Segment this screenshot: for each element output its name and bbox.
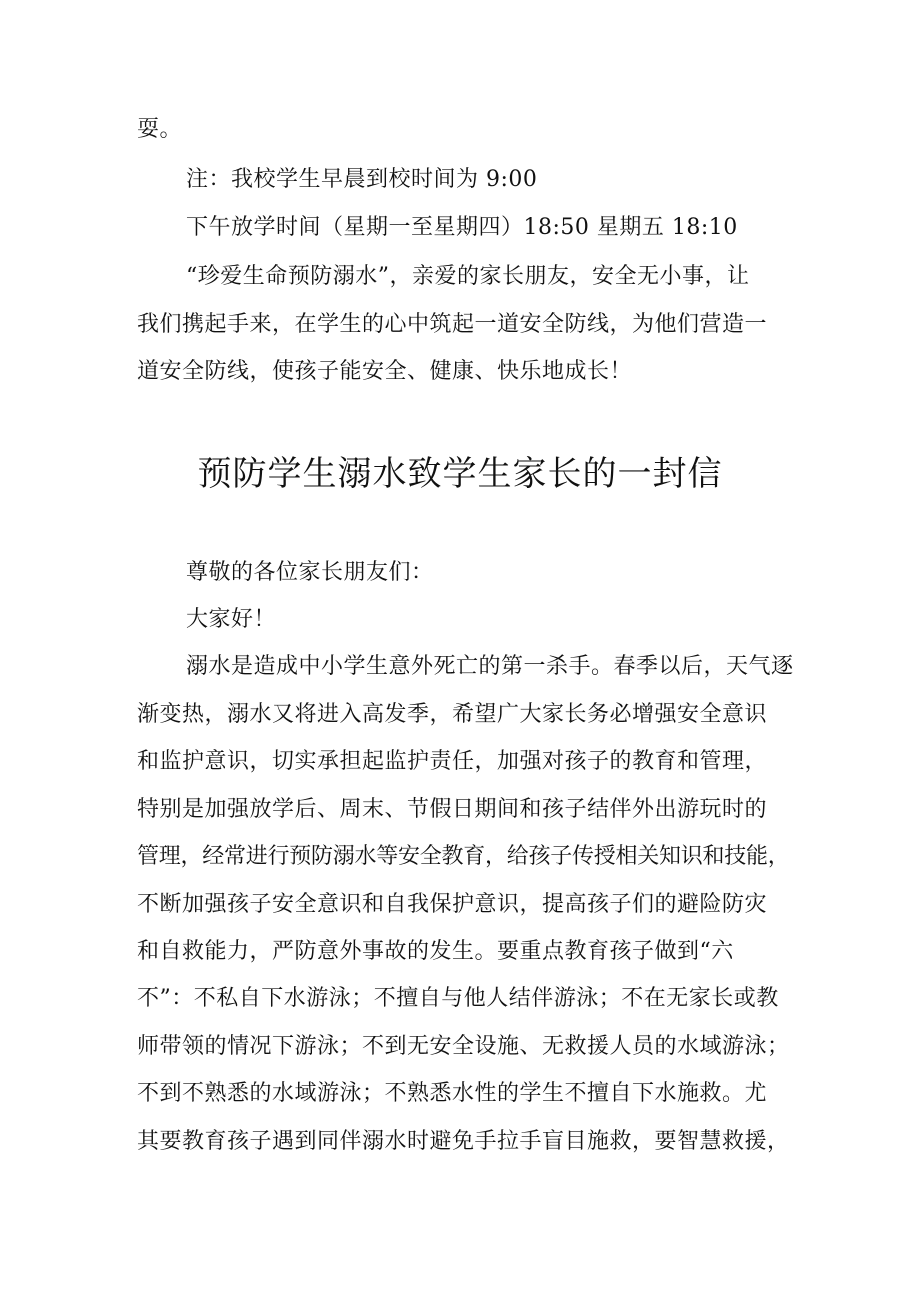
- body-line-3: 和监护意识，切实承担起监护责任，加强对孩子的教育和管理，: [137, 749, 768, 774]
- closing-line-1: “珍爱生命预防溺水”，亲爱的家长朋友，安全无小事，让: [186, 264, 750, 289]
- salutation: 尊敬的各位家长朋友们：: [186, 560, 434, 585]
- body-line-4: 特别是加强放学后、周末、节假日期间和孩子结伴外出游玩时的: [137, 797, 768, 822]
- body-line-5: 管理，经常进行预防溺水等安全教育，给孩子传授相关知识和技能，: [137, 844, 790, 869]
- body-line-10: 不到不熟悉的水域游泳；不熟悉水性的学生不擅自下水施救。尤: [137, 1081, 768, 1106]
- body-line-11: 其要教育孩子遇到同伴溺水时避免手拉手盲目施救，要智慧救援，: [137, 1129, 790, 1154]
- body-line-7: 和自救能力，严防意外事故的发生。要重点教育孩子做到“六: [137, 939, 734, 964]
- closing-line-3: 道安全防线，使孩子能安全、健康、快乐地成长！: [137, 359, 633, 384]
- paragraph-tail: 耍。: [137, 117, 183, 142]
- note-line: 注：我校学生早晨到校时间为 9:00: [186, 167, 538, 192]
- body-line-8: 不”：不私自下水游泳；不擅自与他人结伴游泳；不在无家长或教: [137, 986, 779, 1011]
- body-line-6: 不断加强孩子安全意识和自我保护意识，提高孩子们的避险防灾: [137, 892, 768, 917]
- body-line-1: 溺水是造成中小学生意外死亡的第一杀手。春季以后，天气逐: [186, 654, 794, 679]
- closing-line-2: 我们携起手来，在学生的心中筑起一道安全防线，为他们营造一: [137, 312, 768, 337]
- greeting: 大家好！: [186, 607, 277, 632]
- schedule-line: 下午放学时间（星期一至星期四）18:50 星期五 18:10: [186, 215, 738, 240]
- letter-title: 预防学生溺水致学生家长的一封信: [197, 454, 723, 494]
- body-line-9: 师带领的情况下游泳；不到无安全设施、无救援人员的水域游泳；: [137, 1034, 790, 1059]
- body-line-2: 渐变热，溺水又将进入高发季，希望广大家长务必增强安全意识: [137, 702, 768, 727]
